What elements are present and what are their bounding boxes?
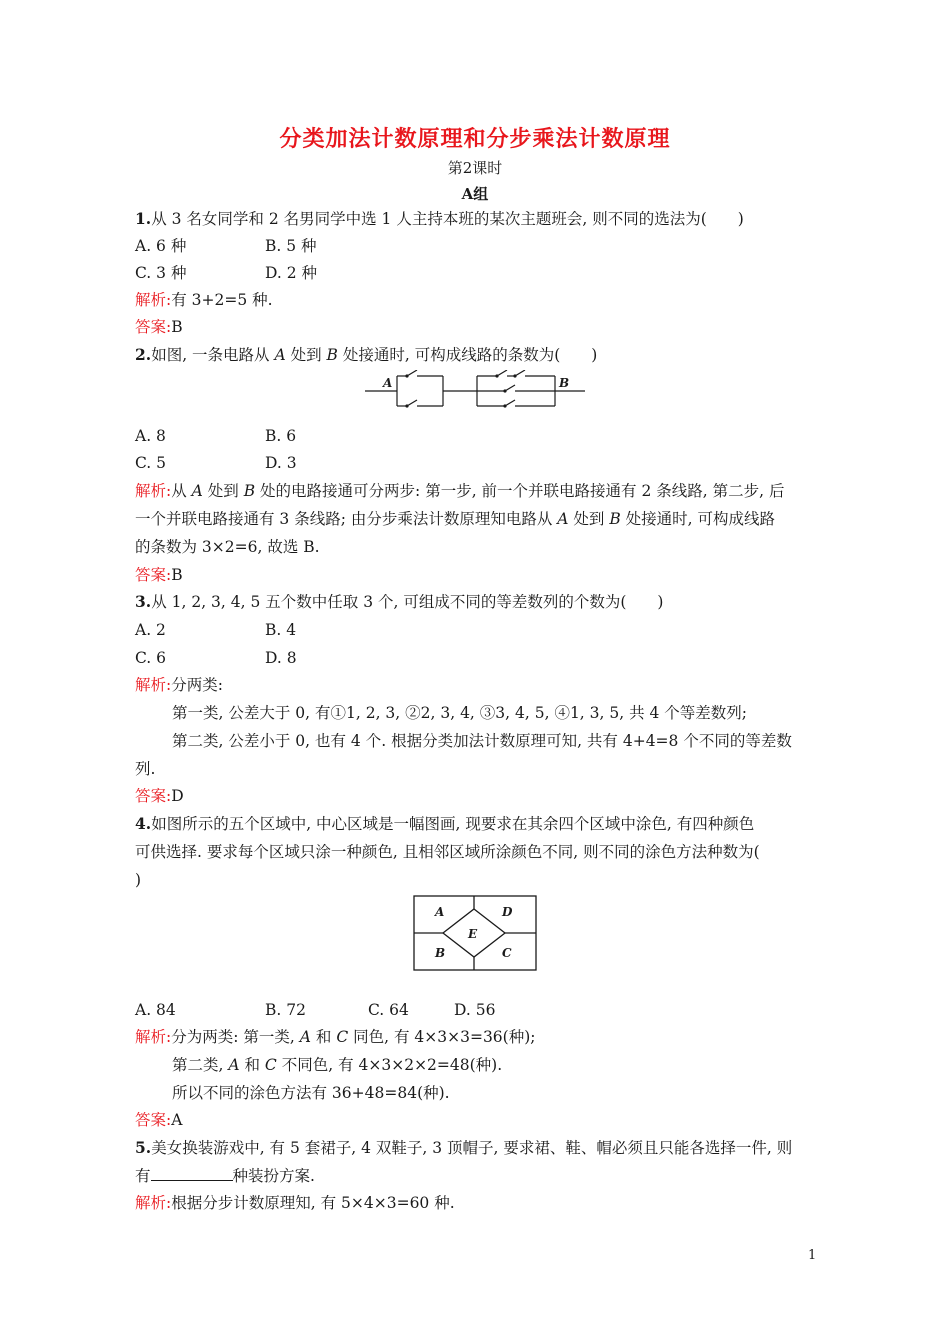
region-label-e: E (468, 927, 478, 941)
q3-option-d: D. 8 (265, 649, 297, 667)
q2-var-b: B (326, 346, 338, 364)
q2-analysis-1c: 处的电路接通可分两步: 第一步, 前一个并联电路接通有 2 条线路, 第二步, 后 (255, 482, 785, 500)
q2-text-b: 处到 (285, 346, 327, 364)
answer-label: 答案: (135, 566, 172, 584)
q2-analysis-1a: 从 (171, 482, 192, 500)
analysis-label: 解析: (135, 676, 172, 694)
answer-label: 答案: (135, 1111, 172, 1129)
q4-option-b: B. 72 (265, 1001, 306, 1019)
q4-analysis-2b: 和 (239, 1056, 265, 1074)
q2-analysis-line-2 (135, 509, 775, 529)
analysis-label: 解析: (135, 482, 172, 500)
q4-option-d: D. 56 (454, 1001, 496, 1019)
region-label-d: D (502, 905, 513, 919)
q3-option-a: A. 2 (135, 621, 166, 639)
q2-number: 2. (135, 345, 152, 364)
q4-var-c: C (336, 1028, 349, 1046)
q2-analysis-1b: 处到 (202, 482, 244, 500)
q1-text: 从 3 名女同学和 2 名男同学中选 1 人主持本班的某次主题班会, 则不同的选法为( ) (151, 210, 744, 228)
q4-analysis-line-1 (135, 1027, 535, 1047)
q1-option-c: C. 3 种 (135, 264, 187, 282)
q3-number: 3. (135, 592, 152, 611)
q1-analysis-text: 有 3+2=5 种. (171, 291, 273, 309)
q2-option-b: B. 6 (265, 427, 297, 445)
q2-answer-value: B (171, 566, 183, 584)
q4-analysis-1c: 同色, 有 4×3×3=36(种); (348, 1028, 536, 1046)
circuit-label-b: B (559, 376, 570, 390)
circuit-label-a: A (383, 376, 393, 390)
circuit-diagram (365, 370, 585, 412)
q5-number: 5. (135, 1138, 152, 1157)
q4-var-a2: A (228, 1056, 240, 1074)
q3-analysis-line-2: 第二类, 公差小于 0, 也有 4 个. 根据分类加法计数原理可知, 共有 4+4=8 个不同的等差数 (172, 732, 792, 750)
q4-analysis-1b: 和 (310, 1028, 337, 1046)
q4-number: 4. (135, 814, 152, 833)
q2-var-a: A (274, 346, 286, 364)
q2-analysis-var-b: B (243, 482, 256, 500)
q3-stem (135, 592, 663, 612)
q2-option-a: A. 8 (135, 427, 166, 445)
q2-analysis-var-a2: A (557, 510, 569, 528)
lesson-subtitle: 第2课时 (447, 159, 503, 177)
q1-analysis (135, 290, 273, 310)
q1-number: 1. (135, 209, 152, 228)
q2-analysis-2a: 一个并联电路接通有 3 条线路; 由分步乘法计数原理知电路从 (135, 510, 558, 528)
q1-option-a: A. 6 种 (135, 237, 187, 255)
q2-analysis-line-3: 的条数为 3×2=6, 故选 B. (135, 538, 320, 556)
region-label-b: B (435, 946, 446, 960)
analysis-label: 解析: (135, 291, 172, 309)
q3-text: 从 1, 2, 3, 4, 5 五个数中任取 3 个, 可组成不同的等差数列的个数为( ) (151, 593, 664, 611)
q1-stem (135, 209, 744, 229)
q4-stem-line-3: ) (135, 871, 142, 889)
region-label-a: A (435, 905, 445, 919)
answer-blank (151, 1166, 233, 1181)
q3-option-c: C. 6 (135, 649, 167, 667)
q4-analysis-2c: 不同色, 有 4×3×2×2=48(种). (276, 1056, 503, 1074)
q3-answer (135, 786, 184, 806)
q3-analysis-line-3: 列. (135, 760, 156, 778)
q4-stem-line-1 (135, 814, 754, 834)
q4-analysis-line-2 (172, 1055, 502, 1075)
region-diagram (413, 895, 537, 971)
page-title: 分类加法计数原理和分步乘法计数原理 (279, 127, 671, 152)
q2-analysis-2b: 处到 (568, 510, 610, 528)
q2-text-a: 如图, 一条电路从 (151, 346, 275, 364)
q4-answer-value: A (171, 1111, 183, 1129)
analysis-label: 解析: (135, 1028, 172, 1046)
q4-option-c: C. 64 (368, 1001, 409, 1019)
q4-var-c2: C (264, 1056, 277, 1074)
q4-analysis-1a: 分为两类: 第一类, (171, 1028, 300, 1046)
answer-label: 答案: (135, 787, 172, 805)
q5-stem-line-1 (135, 1138, 792, 1158)
q2-option-c: C. 5 (135, 454, 167, 472)
region-label-c: C (502, 946, 512, 960)
q2-answer (135, 565, 183, 585)
page-number: 1 (808, 1248, 817, 1263)
q4-analysis-2a: 第二类, (172, 1056, 229, 1074)
q4-var-a: A (299, 1028, 311, 1046)
q5-analysis (135, 1193, 455, 1213)
q5-analysis-text: 根据分步计数原理知, 有 5×4×3=60 种. (171, 1194, 455, 1212)
q3-answer-value: D (171, 787, 184, 805)
q5-text-1: 美女换装游戏中, 有 5 套裙子, 4 双鞋子, 3 顶帽子, 要求裙、鞋、帽必须且只能各选择一件, 则 (151, 1139, 793, 1157)
q1-option-d: D. 2 种 (265, 264, 318, 282)
q2-analysis-var-b2: B (609, 510, 621, 528)
q3-analysis (135, 675, 223, 695)
analysis-label: 解析: (135, 1194, 172, 1212)
q5-text-2a: 有 (135, 1167, 151, 1185)
q4-option-a: A. 84 (135, 1001, 176, 1019)
q2-analysis-2c: 处接通时, 可构成线路 (620, 510, 776, 528)
q1-answer-value: B (171, 318, 183, 336)
q1-answer (135, 317, 183, 337)
q3-analysis-line-1: 第一类, 公差大于 0, 有①1, 2, 3, ②2, 3, 4, ③3, 4, 5, ④1, 3, 5, 共 4 个等差数列; (172, 704, 748, 722)
q3-analysis-text: 分两类: (171, 676, 223, 694)
q2-text-c: 处接通时, 可构成线路的条数为( ) (337, 346, 598, 364)
q2-stem (135, 345, 597, 365)
group-heading: A组 (461, 185, 489, 203)
q5-text-2b: 种装扮方案. (232, 1167, 315, 1185)
q4-analysis-line-3: 所以不同的涂色方法有 36+48=84(种). (172, 1084, 450, 1102)
q1-option-b: B. 5 种 (265, 237, 317, 255)
q3-option-b: B. 4 (265, 621, 297, 639)
q2-analysis-line-1 (135, 481, 784, 501)
q5-stem-line-2 (135, 1166, 315, 1186)
q4-stem-line-2: 可供选择. 要求每个区域只涂一种颜色, 且相邻区域所涂颜色不同, 则不同的涂色方法种数为( (135, 843, 760, 861)
q4-answer (135, 1110, 182, 1130)
q2-analysis-var-a: A (191, 482, 203, 500)
q4-text-1: 如图所示的五个区域中, 中心区域是一幅图画, 现要求在其余四个区域中涂色, 有四种颜色 (151, 815, 755, 833)
answer-label: 答案: (135, 318, 172, 336)
q2-option-d: D. 3 (265, 454, 297, 472)
